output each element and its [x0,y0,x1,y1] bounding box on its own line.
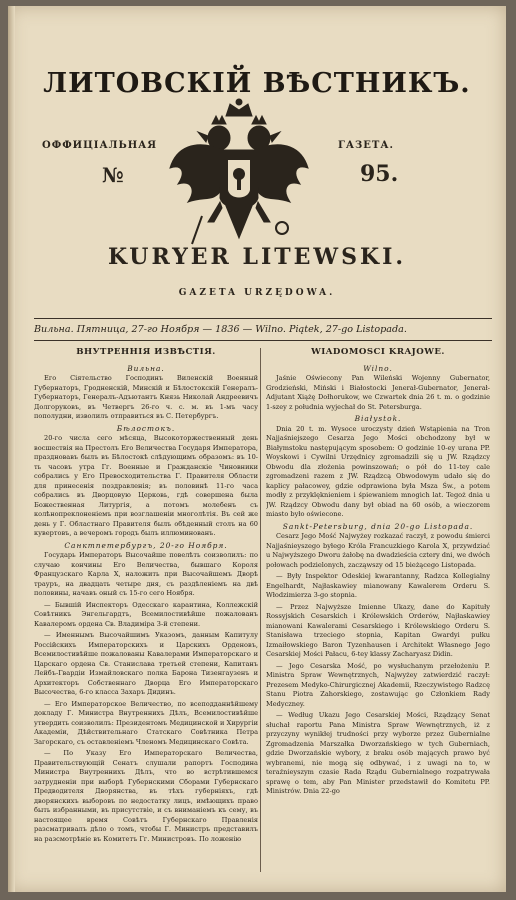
left-section [34,364,258,422]
section-text: Dnia 20 t. m. Wysoce uroczysty dzień Wstąpienia na Tron Najjaśniejszego Cesarza Jego Mości obchodzony był w Białymstoku następującym sposobem: O godzinie 10-ey urana PP. Woyskowi i Cywilni Urzędnicy zgromadzili się u JW. Rządzcy Obwodu dla złożenia powinszowań; o pół do 11-tey cale zgromadzeni razem z JW. Rządzcą Obwodowym udało się do kaplicy pałacowey, gdzie odprawiona była Msza Św., a potem modły z przyklęknieniem i śpiewaniem mnogich lat. Tegoż dnia u JW. Rządzcy Obwodu dany był obiad na 60 osób, a wieczorem miasto było oświecone. [266,424,490,518]
section-text: — Według Ukazu Jego Cesarskiej Mości, Rządzący Senat słuchał raportu Pana Ministra Spraw Wewnętrznych, iż z przyczyny wynikłej trudności przy wyborze przez Gubernialne Zgromadzenia Marszałka Dworzańskiego w tych Guberniach, gdzie Dworzańskie wybory, z braku osób mających prawo być wybranemi, nie mogą się odbywać, i z uwagi na to, w teraźnieyszym czasie Rada Rządu Gubernialnego rozpatrywała sprawę o tem, aby Pan Minister przedstawił do Komitetu PP. Ministrów. Dnia 22-go [266,711,490,795]
section-place: Sankt-Petersburg, dnia 20-go Listopada. [282,521,474,531]
dateline-top-rule [34,318,492,319]
issue-number-label: № [102,163,124,187]
section-text: — Его Императорское Величество, по всеподданнѣйшему докладу Г. Министра Внутреннихъ Дѣлъ, Всемилостивѣйше утвердить соизволилъ: Президентомъ Медицинской и Хирургіи Академіи, Дѣйствительнаго Статскаго Совѣтника Петра Загорскаго, съ оставленіемъ Членомъ Медицинскаго Совѣта. [34,699,258,746]
right-section [266,364,490,413]
section-text: Его Сіятельство Господинъ Виленскій Военный Губернаторъ, Гродненскій, Минскій и Бѣлостокскій Генералъ-Губернаторъ, Генералъ-Адъютантъ Князь Николай Андреевичъ Долгоруковъ, въ Четвергъ 26-го ч. с. м. въ 1-мъ часу пополудни, изволилъ отправиться въ С. Петербургъ. [34,374,258,420]
masthead-title-ru: ЛИТОВСКІЙ ВѢСТНИКЪ. [43,68,471,99]
masthead-title-lt: KURYER LITEWSKI. [107,244,407,270]
dateline-text: Вильна. Пятница, 27-го Ноября — 1836 — Wilno. Piątek, 27-go Listopada. [34,324,407,335]
left-column-russian [34,348,258,876]
left-section [34,541,258,599]
dateline-bottom-rule [34,340,492,341]
column-divider [260,348,261,872]
right-section [266,522,490,571]
section-place: Białystok. [354,414,402,423]
masthead-subtitle-ru-left: ОФФИЦІАЛЬНАЯ [42,140,158,151]
section-text: — По Указу Его Императорскаго Величества, Правительствующій Сенатъ слушали рапортъ Господина Министра Внутреннихъ Дѣлъ, что во встрѣтившемся затрудненіи при выборѣ Губернскими Сборами Губернскаго Предводителя Дворянства, въ тѣхъ губерніяхъ, гдѣ дворянскихъ выборовъ по недостатку лицъ, имѣющихъ право быть избранными, въ присутствіе, и съ вниманіемъ къ сему, въ настоящее время Совѣтъ Губернскаго Правленія разсматривалъ дѣло о томъ, чтобы Г. Министръ представилъ на разсмотрѣніе въ Комитетъ Гг. Министровъ. По ложенію [34,749,258,843]
right-column-heading: WIADOMOŚCI KRAJOWE. [311,348,445,357]
section-text: Cesarz Jego Mość Najwyżey rozkazać raczył, z powodu śmierci Najjaśnieyszego byłego Króla Francuzkiego Karola X, przywdziać u Najwyższego Dworu żałobę na dwadzieścia cztery dni, we dwóch połowach podzielonych, zacząwszy od 15 bieżącego Listopada. [266,532,490,569]
section-place: Вильна. [127,363,165,373]
left-section [34,424,258,539]
section-text: Государь Императоръ Высочайше повелѣть соизволилъ: по случаю кончины Его Величества, бывшаго Короля Французскаго Карла X, наложить при Высочайшемъ Дворѣ трауръ, на двадцать четыре дня, съ раздѣленіемъ на двѣ половины, начавъ оный съ 15-го сего Ноября. [34,551,258,597]
section-text: 20-го числа сего мѣсяца, Высокоторжественный день восшествія на Престолъ Его Величества Государя Императора, праздновавъ былъ въ Бѣлостокѣ слѣдующимъ образомъ: въ 10-ть часовъ утра Гг. Военные и Гражданскіе Чиновники собрались у Его Превосходительства Г. Правителя Области для принесенія поздравленія; въ половинѣ 11-го часа собрались въ Дворцовую Церковь, гдѣ совершена была Божественная Литургія, а потомъ молебенъ съ колѣнопреклоненіемъ при возглашеніи многолѣтія. Въ сей же день у Г. Областнаго Правителя былъ обѣденный столъ на 60 кувертовъ, а вечеромъ городъ былъ иллюминованъ. [34,434,258,537]
section-text: — Przez Najwyższe Imienne Ukazy, dane do Kapituły Rossyjskich Cesarskich i Królewskich Orderów, Najłaskawiey mianowani Kawalerami Cesarskiego i Królewskiego Orderu S. Stanisława trzeciego stopnia, Kapitan Gwardyi pułku Izmaiłowskiego Baron Tyzenhausen i Architekt Własnego Jego Cesarskiej Mości Pałacu, 6-tey klassy Zacharyasz Didin. [266,602,490,658]
left-column-heading: ВНУТРЕННІЯ ИЗВѢСТІЯ. [76,348,216,357]
section-text: — Бывшій Инспекторъ Одесскаго карантина, Коллежскій Совѣтникъ Энгельгардтъ, Всемилостивѣйше пожалованъ Кавалеромъ ордена Св. Владиміра 3-й степени. [34,600,258,628]
double-headed-eagle-emblem [164,98,314,258]
section-place: Бѣлостокъ. [116,423,176,433]
section-place: Санктпетербургъ, 20-го Ноября. [64,540,228,550]
section-text: — Były Inspektor Odeskiej kwarantanny, Radzca Kollegialny Engelhardt, Najłaskawiey mianowany Kawalerem Orderu S. Włodzimierza 3-go stopnia. [266,572,490,599]
section-text: — Именнымъ Высочайшимъ Указомъ, данным Капитулу Россійскихъ Императорскихъ и Царскихъ Орденовъ, Всемилостивѣйше пожалованы Кавалерами Императорскаго и Царскаго ордена Св. Станислава третьей степени, Капитанъ Лейбъ-Гвардіи Измайловскаго полка Барона Тизенгаузенъ и Архитекторъ Собственнаго Дворца Его Императорскаго Высочества, 6-го класса Захаръ Дидинъ. [34,631,258,696]
masthead-subtitle-ru-right: ГАЗЕТА. [338,140,394,151]
masthead-subtitle-lt: GAZETA URZĘDOWA. [178,288,336,298]
right-column-polish [266,348,490,876]
section-place: Wilno. [363,363,393,373]
issue-number-value: 95. [360,161,399,187]
dateline [34,324,492,335]
section-text: — Jego Cesarska Mość, po wysłuchanym przełożeniu P. Ministra Spraw Wewnętrznych, Najwyżey zatwierdzić raczył: Prezesem Medyko-Chirurgicznej Akademii, Rzeczywistego Radzcę Stanu Piotra Zahorskiego, zostawując go Członkiem Rady Medyczney. [266,661,490,708]
newspaper-page [8,6,506,892]
binding-edge [8,6,15,892]
section-text: Jaśnie Oświecony Pan Wileński Wojenny Gubernator, Grodzieński, Miński i Białostocki Jenerał-Gubernator, Jenerał-Adjutant Xiążę Dołhorukow, we Czwartek dnia 26 t. m. o godzinie 1-szey z południa wyjechał do St. Petersburga. [266,374,490,411]
right-section [266,414,490,520]
